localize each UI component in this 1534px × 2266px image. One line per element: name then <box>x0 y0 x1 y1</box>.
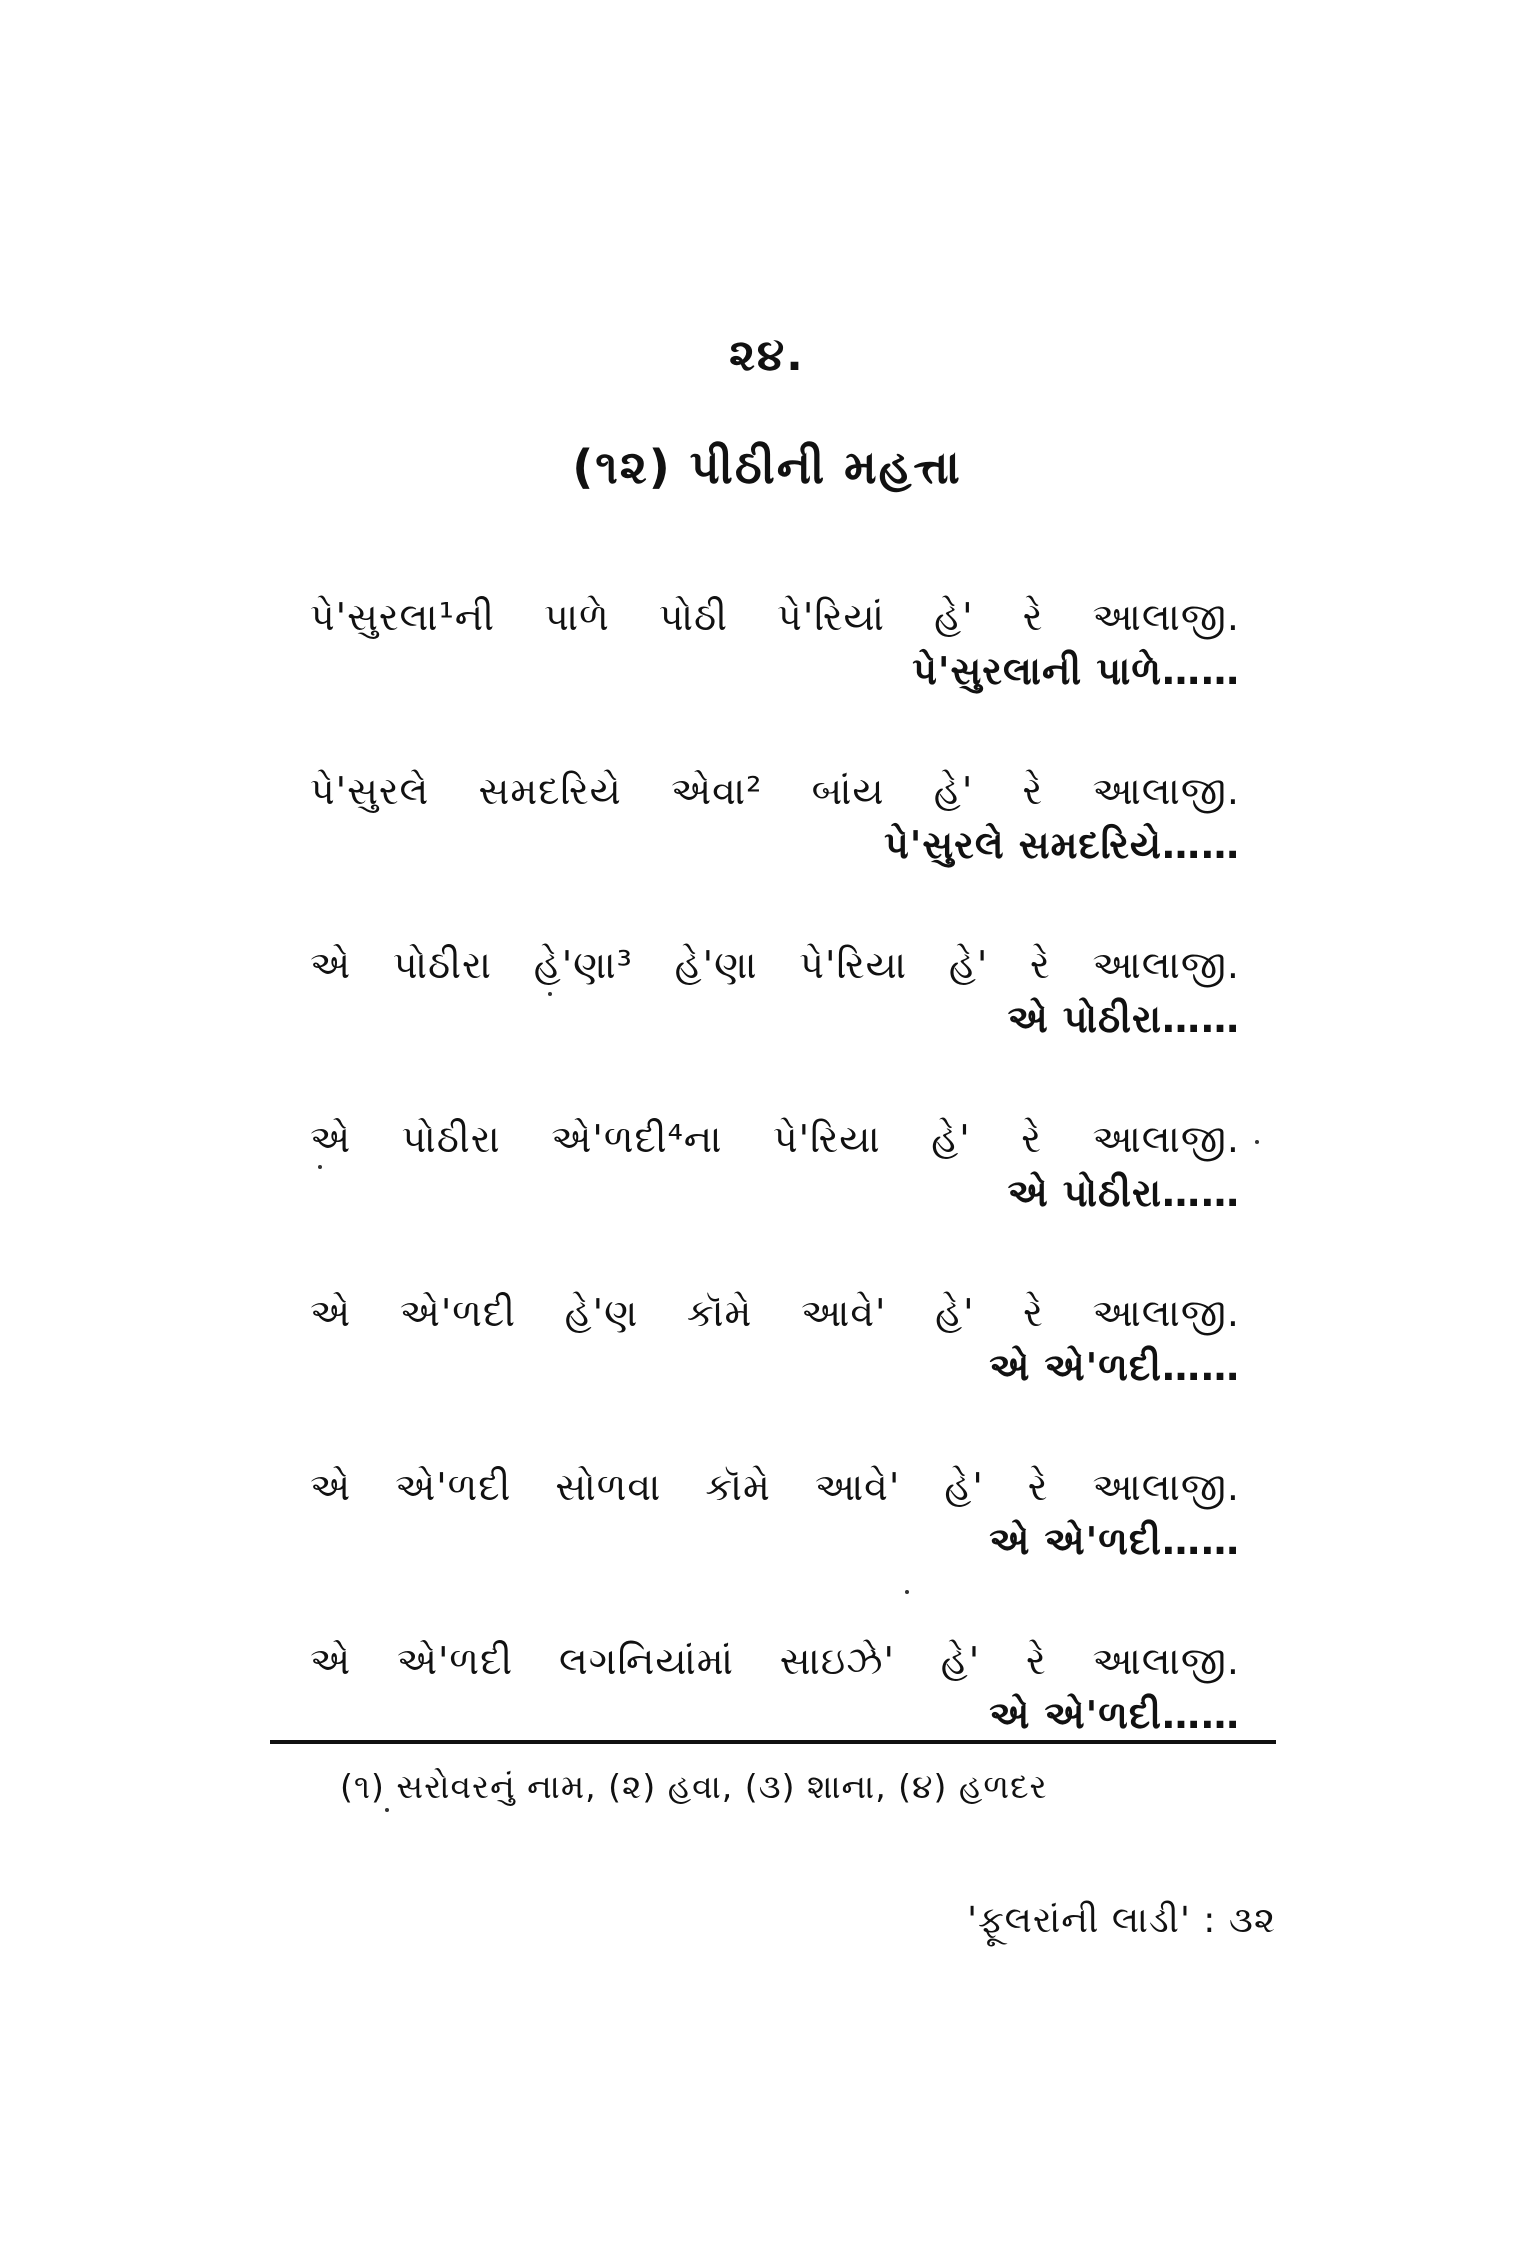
scan-speck <box>1255 1140 1259 1144</box>
stanza-line: એ એ'ળદી સોળવા કૉમે આવે' હે' રે આલાજી. <box>310 1465 1240 1509</box>
stanza-refrain: એ એ'ળદી…… <box>989 1519 1240 1563</box>
song-number: ૨૪. <box>729 330 805 381</box>
stanza-line: એ પોઠીરા હે'ણા³ હે'ણા પે'રિયા હે' રે આલાજી. <box>310 943 1240 987</box>
stanza <box>310 1112 1240 1286</box>
stanza-line: એ પોઠીરા એ'ળદી⁴ના પે'રિયા હે' રે આલાજી. <box>310 1117 1240 1161</box>
stanza-list <box>310 590 1240 1808</box>
scan-speck <box>548 992 552 996</box>
stanza-refrain: એ પોઠીરા…… <box>1007 1171 1240 1215</box>
scan-speck <box>385 1808 389 1812</box>
stanza-refrain: એ એ'ળદી…… <box>989 1693 1240 1737</box>
footnotes: (૧) સરોવરનું નામ, (૨) હવા, (૩) શાના, (૪) હળદર <box>340 1767 1048 1806</box>
stanza <box>310 1460 1240 1634</box>
stanza-line: એ એ'ળદી લગનિયાંમાં સાઇઝે' હે' રે આલાજી. <box>310 1639 1240 1683</box>
stanza-refrain: પે'સુરલાની પાળે…… <box>912 649 1240 693</box>
stanza <box>310 764 1240 938</box>
stanza <box>310 1286 1240 1460</box>
stanza-line: એ એ'ળદી હે'ણ કૉમે આવે' હે' રે આલાજી. <box>310 1291 1240 1335</box>
stanza-refrain: પે'સુરલે સમદરિયે…… <box>884 823 1240 867</box>
stanza-line: પે'સુરલે સમદરિયે એવા² બાંય હે' રે આલાજી. <box>310 769 1240 813</box>
scan-speck <box>318 1165 322 1169</box>
scan-speck <box>905 1590 909 1594</box>
page-footer: 'ફૂલરાંની લાડી' : ૩૨ <box>967 1900 1276 1941</box>
stanza-refrain: એ પોઠીરા…… <box>1007 997 1240 1041</box>
footnote-divider <box>270 1740 1276 1744</box>
stanza-line: પે'સુરલા¹ની પાળે પોઠી પે'રિયાં હે' રે આલાજી. <box>310 595 1240 639</box>
stanza-refrain: એ એ'ળદી…… <box>989 1345 1240 1389</box>
stanza <box>310 590 1240 764</box>
stanza <box>310 938 1240 1112</box>
song-title: (૧૨) પીઠીની મહત્તા <box>572 440 962 494</box>
